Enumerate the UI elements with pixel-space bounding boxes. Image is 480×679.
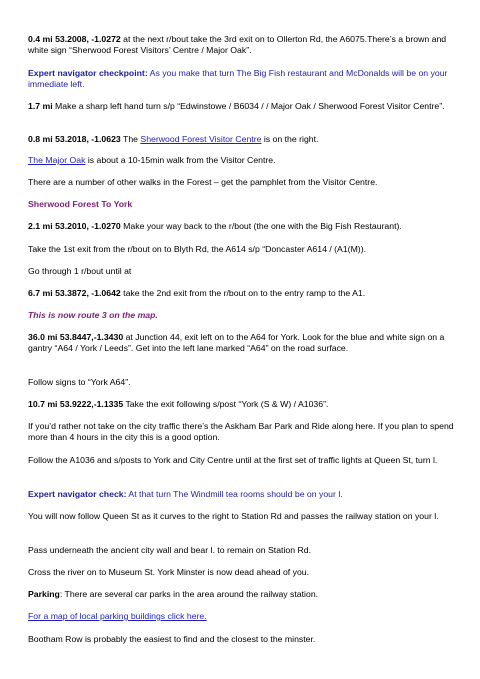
info-paragraph: If you’d rather not take on the city traffic there’s the Askham Bar Park and Ride along here. If you plan to spend more than 4 hours in the city this is a good option. xyxy=(28,421,454,442)
coordinates: 53.2010, -1.0270 xyxy=(55,221,121,231)
distance: 10.7 mi xyxy=(28,399,58,409)
direction-paragraph: Go through 1 r/bout until at xyxy=(28,266,132,276)
direction-paragraph: Pass underneath the ancient city wall and bear l. to remain on Station Rd. xyxy=(28,545,311,555)
coordinates: 53.2018, -1.0623 xyxy=(55,134,121,144)
instruction-text: take the 2nd exit from the r/bout on to the entry ramp to the A1. xyxy=(120,288,366,298)
distance: 1.7 mi xyxy=(28,101,53,111)
section-heading: Sherwood Forest To York xyxy=(28,199,133,209)
direction-paragraph xyxy=(28,221,460,232)
coordinates: 53.9222,-1.1335 xyxy=(59,399,124,409)
instruction-text: Make your way back to the r/bout (the one with the Big Fish Restaurant). xyxy=(120,221,402,231)
checkpoint-paragraph xyxy=(28,489,460,500)
checkpoint-text: As you make that turn The Big Fish restaurant and McDonalds will be on your immediate left. xyxy=(28,68,448,89)
instruction-text: Take the exit following s/post “York (S & W) / A1036”. xyxy=(123,399,329,409)
parking-map-link[interactable]: For a map of local parking buildings click here. xyxy=(28,611,207,621)
parking-paragraph xyxy=(28,589,460,600)
instruction-text: Make a sharp left hand turn s/p “Edwinstowe / B6034 / / Major Oak / Sherwood Forest Visitor Centre”. xyxy=(52,101,445,111)
parking-text: : There are several car parks in the area around the railway station. xyxy=(59,589,319,599)
instruction-text: is on the right. xyxy=(261,134,319,144)
direction-paragraph xyxy=(28,34,460,55)
coordinates: 53.3872, -1.0642 xyxy=(55,288,121,298)
major-oak-link[interactable]: The Major Oak xyxy=(28,155,86,165)
visitor-centre-link[interactable]: Sherwood Forest Visitor Centre xyxy=(140,134,262,144)
coordinates: 53.2008, -1.0272 xyxy=(55,34,121,44)
distance: 2.1 mi xyxy=(28,221,53,231)
direction-paragraph: Take the 1st exit from the r/bout on to Blyth Rd, the A614 s/p “Doncaster A614 / (A1(M)). xyxy=(28,244,367,254)
instruction-text: at the next r/bout take the 3rd exit on to Ollerton Rd, the A6075.There’s a brown and white sign “Sherwood Forest Visitors’ Centre / Major Oak”. xyxy=(28,34,447,55)
direction-paragraph: Follow the A1036 and s/posts to York and City Centre until at the first set of traffic lights at Queen St, turn l. xyxy=(28,455,438,465)
direction-paragraph xyxy=(28,101,460,112)
parking-map-paragraph xyxy=(28,611,460,622)
direction-paragraph xyxy=(28,288,460,299)
distance: 6.7 mi xyxy=(28,288,53,298)
checkpoint-text: At that turn The Windmill tea rooms should be on your l. xyxy=(126,489,343,499)
direction-paragraph: Cross the river on to Museum St. York Minster is now dead ahead of you. xyxy=(28,567,310,577)
direction-paragraph: Follow signs to “York A64”. xyxy=(28,377,131,387)
instruction-text: The xyxy=(120,134,141,144)
distance: 0.8 mi xyxy=(28,134,53,144)
direction-paragraph xyxy=(28,399,460,410)
distance: 36.0 mi xyxy=(28,332,58,342)
direction-paragraph: You will now follow Queen St as it curves to the right to Station Rd and passes the railway station on your l. xyxy=(28,511,439,521)
direction-paragraph xyxy=(28,332,460,353)
route-heading: This is now route 3 on the map. xyxy=(28,310,158,320)
distance: 0.4 mi xyxy=(28,34,53,44)
checkpoint-paragraph xyxy=(28,68,460,89)
instruction-text: at Junction 44, exit left on to the A64 for York. Look for the blue and white sign on a gantry “A64 / York / Leeds”. Get into the left lane marked “A64” on the road surface. xyxy=(28,332,445,353)
direction-paragraph xyxy=(28,134,460,145)
info-paragraph: There are a number of other walks in the Forest – get the pamphlet from the Visitor Centre. xyxy=(28,177,378,187)
info-text: is about a 10-15min walk from the Visitor Centre. xyxy=(85,155,276,165)
coordinates: 53.8447,-1.3430 xyxy=(59,332,124,342)
info-paragraph: Bootham Row is probably the easiest to find and the closest to the minster. xyxy=(28,634,316,644)
checkpoint-label: Expert navigator checkpoint: xyxy=(28,68,148,78)
parking-label: Parking xyxy=(28,589,60,599)
info-paragraph xyxy=(28,155,460,166)
checkpoint-label: Expert navigator check: xyxy=(28,489,127,499)
